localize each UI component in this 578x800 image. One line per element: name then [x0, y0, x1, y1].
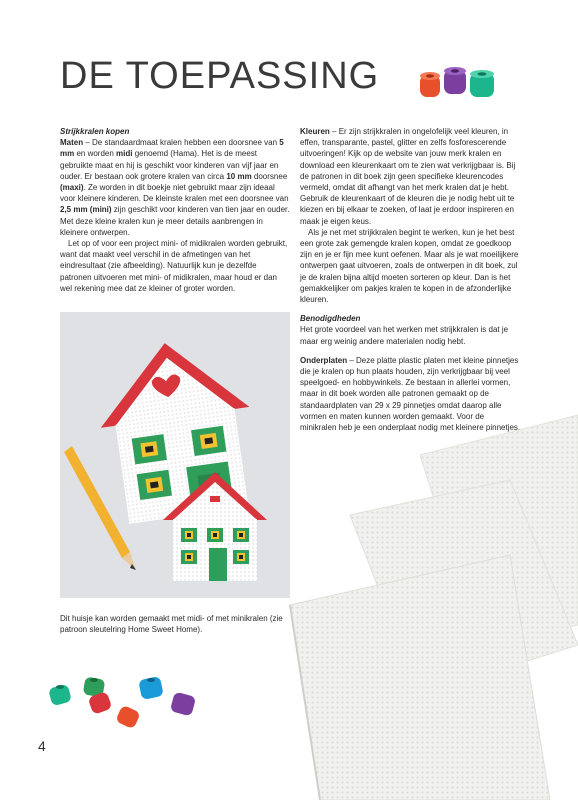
bead-orange: [115, 705, 141, 730]
bold-term: 10 mm: [226, 171, 252, 181]
bead-teal: [470, 70, 494, 97]
bold-term: 5 mm: [60, 138, 284, 159]
paragraph-text: en worden: [74, 149, 117, 159]
page-number: 4: [38, 738, 46, 754]
photo-caption: Dit huisje kan worden gemaakt met midi- of met minikralen (zie patroon sleutelring Home Sweet Home).: [60, 614, 283, 634]
bead-teal: [48, 684, 72, 707]
pegboards-image: [280, 395, 578, 800]
paragraph-kleuren: [300, 126, 522, 227]
section-title-benodigdheden: Benodigdheden: [300, 314, 361, 324]
text-kleuren: – Er zijn strijkkralen in ongelofelijk veel kleuren, in effen, transparante, pastel, glitter en zelfs fosforescerende uitvoeringen! Kijk op de website van jouw merk kralen en download een kleurenkaart om te zien wat verkrijgbaar is. Bij de patronen in dit boek zijn geen specifieke kleurencodes vermeld, omdat dit afhangt van het merk kralen dat je hebt. Gebruik de kleurenkaart of de kleuren die je nodig hebt uit te kiezen en bij elkaar te zoeken, of laat je erdoor inspireren en maak je eigen keus.: [300, 127, 516, 226]
bold-term: 2,5 mm (mini): [60, 205, 112, 215]
bold-term: (maxi): [60, 183, 84, 193]
left-column: [60, 126, 290, 294]
bead-blue: [138, 676, 164, 700]
bead-purple: [444, 67, 466, 94]
paragraph-text: doorsnee: [251, 171, 288, 181]
paragraph-kleuren-2: Als je net met strijkkralen begint te werken, kun je het best een grote zak gemengde kralen kopen, omdat ze goedkoop zijn en je er fijn mee kunt oefenen. Maar als je wat moeilijkere ontwerpen gaat uitvoeren, zoals de ontwerpen in dit boek, zul je de kralen bijna altijd moeten sorteren op kleur. Dan is het gemakkelijker om pakjes kralen te kopen in de afzonderlijke kleuren.: [300, 227, 519, 305]
section-title-strijkkralen: Strijkkralen kopen: [60, 127, 130, 136]
bead-purple: [170, 691, 196, 716]
paragraph-text: . Ze worden in dit boekje niet gebruikt maar zijn ideaal voor kleinere kinderen. De kleinste kralen met een doorsnee van: [60, 183, 289, 204]
text-onderplaten: – Deze platte plastic platen met kleine pinnetjes die je kralen op hun plaats houden, zijn verkrijgbaar bij veel speelgoed- en hobbywinkels. Ze bestaan in allerlei vormen, maar in dit boek worden alle patronen gemaakt op de standaardplaten van 29 x 29 pinnetjes omdat daarop alle vormen en maten kunnen worden gemaakt. Voor de minikralen heb je een onderplaat nodig met kleinere pinnetjes.: [300, 355, 521, 433]
bold-term: Maten: [60, 138, 84, 148]
page-title: DE TOEPASSING: [60, 55, 380, 97]
right-column: [300, 126, 522, 433]
beads-decoration-top: [418, 66, 508, 102]
beads-decoration-bottom: [40, 672, 200, 734]
paragraph-benodigdheden: Het grote voordeel van het werken met strijkkralen is dat je maar erg weinig andere materialen nodig hebt.: [300, 325, 509, 346]
pegboard-front: [290, 555, 550, 800]
bold-term: midi: [116, 149, 133, 159]
paragraph-maten: [60, 137, 290, 238]
label-onderplaten: Onderplaten: [300, 355, 348, 365]
paragraph-text: genoemd (Hama). Het is de meest gebruikte maat en hij is geschikt voor kinderen van vijf jaar en ouder. Er bestaan ook grotere kralen van circa: [60, 149, 279, 181]
bead-orange: [420, 72, 440, 97]
paragraph-midikralen: Let op of voor een project mini- of midikralen worden gebruikt, want dat maakt veel verschil in de afmetingen van het eindresultaat (zie afbeelding). Natuurlijk kun je dezelfde patronen uitvoeren met mini- of midikralen, maar houd er dan wel rekening mee dat ze kleiner of groter worden.: [60, 239, 288, 293]
paragraph-text: – De standaardmaat kralen hebben een doorsnee van: [83, 138, 280, 148]
paragraph-text: zijn geschikt voor kinderen van tien jaar en ouder. Met deze kleine kralen kun je meer details aanbrengen in kleinere ontwerpen.: [60, 205, 290, 237]
label-kleuren: Kleuren: [300, 127, 330, 136]
photo-bead-houses: [60, 312, 290, 598]
